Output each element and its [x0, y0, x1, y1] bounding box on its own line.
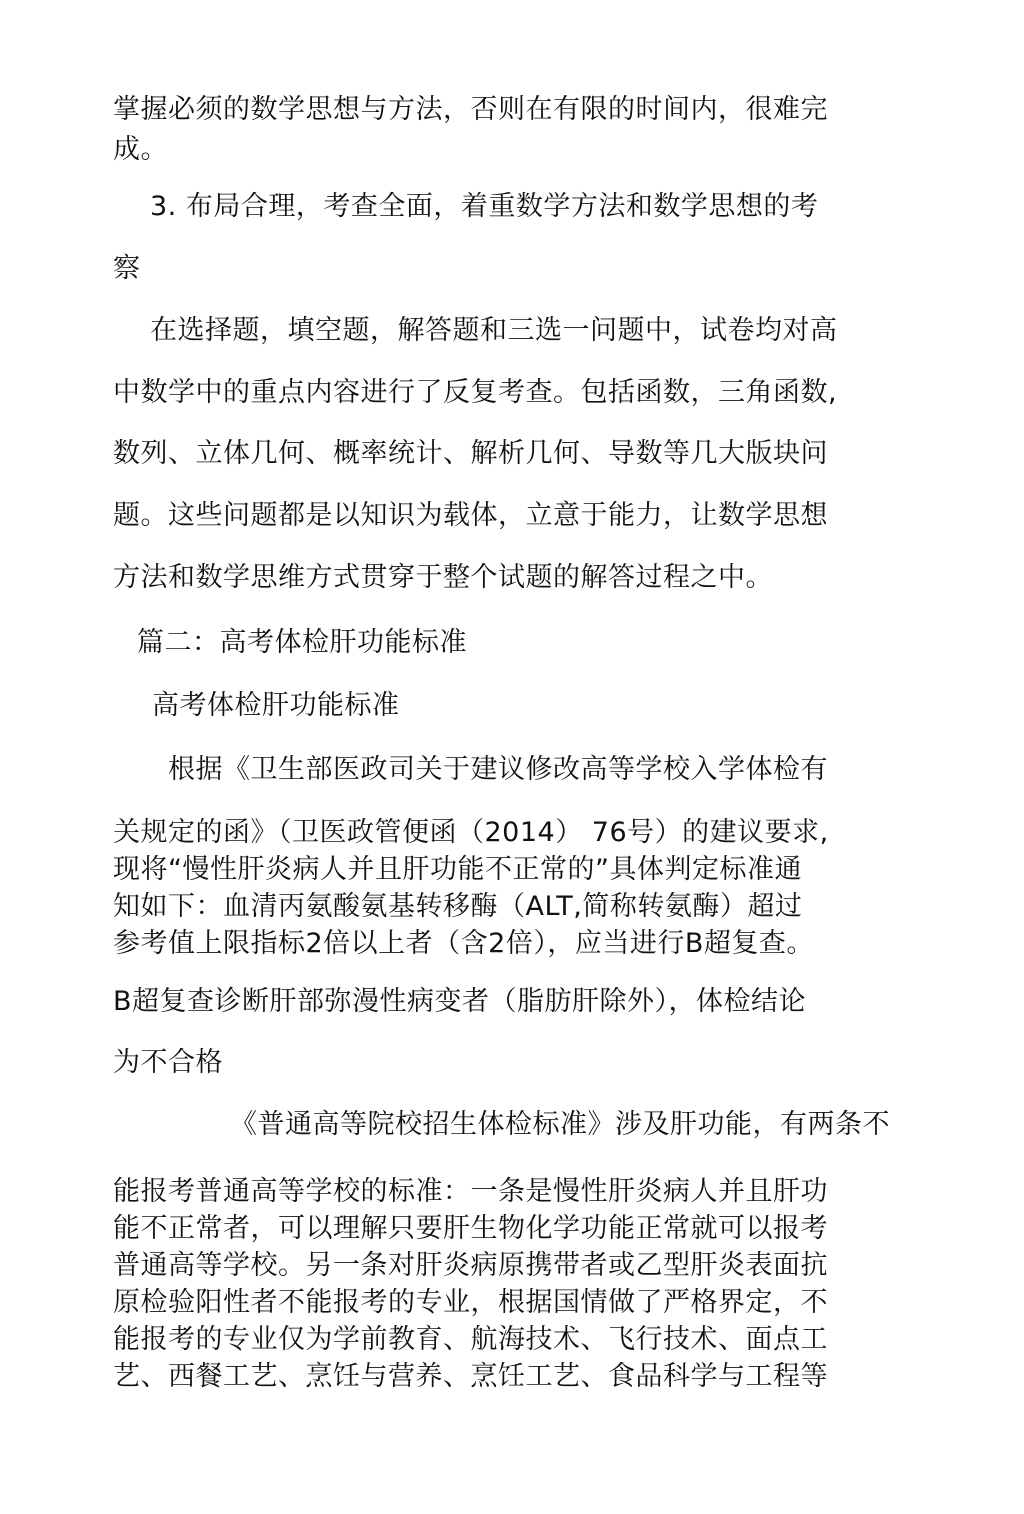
text-line: 成。: [113, 134, 168, 165]
text-line: 参考值上限指标2倍以上者（含2倍），应当进行B超复查。: [113, 928, 814, 959]
text-line: 现将“慢性肝炎病人并且肝功能不正常的”具体判定标准通: [113, 854, 802, 885]
text-line: B超复查诊断肝部弥漫性病变者（脂肪肝除外），体检结论: [113, 986, 807, 1017]
text-line: 能不正常者，可以理解只要肝生物化学功能正常就可以报考: [113, 1213, 828, 1244]
text-line: 数列、立体几何、概率统计、解析几何、导数等几大版块问: [113, 438, 828, 469]
text-line: 为不合格: [113, 1047, 223, 1078]
text-line: 在选择题，填空题，解答题和三选一问题中，试卷均对高: [150, 315, 838, 346]
text-line: 中数学中的重点内容进行了反复考查。包括函数，三角函数,: [113, 377, 838, 408]
text-line: 掌握必须的数学思想与方法，否则在有限的时间内，很难完: [113, 94, 828, 125]
text-line: 方法和数学思维方式贯穿于整个试题的解答过程之中。: [113, 562, 773, 593]
text-line: 根据《卫生部医政司关于建议修改高等学校入学体检有: [168, 754, 828, 785]
section-heading: 篇二：高考体检肝功能标准: [137, 627, 467, 658]
text-line: 艺、西餐工艺、烹饪与营养、烹饪工艺、食品科学与工程等: [113, 1361, 828, 1392]
text-line: 察: [113, 253, 141, 284]
sub-heading: 高考体检肝功能标准: [152, 690, 400, 721]
text-line: 原检验阳性者不能报考的专业，根据国情做了严格界定，不: [113, 1287, 828, 1318]
text-line: 《普通高等院校招生体检标准》涉及肝功能，有两条不: [230, 1109, 890, 1140]
text-line: 题。这些问题都是以知识为载体，立意于能力，让数学思想: [113, 500, 828, 531]
text-line: 能报考普通高等学校的标准：一条是慢性肝炎病人并且肝功: [113, 1176, 828, 1207]
text-line: 关规定的函》（卫医政管便函（2014） 76号）的建议要求,: [113, 817, 829, 848]
text-line: 知如下：血清丙氨酸氨基转移酶（ALT,简称转氨酶）超过: [113, 891, 803, 922]
text-line: 能报考的专业仅为学前教育、航海技术、飞行技术、面点工: [113, 1324, 828, 1355]
text-line: 3. 布局合理，考查全面，着重数学方法和数学思想的考: [150, 191, 819, 222]
text-line: 普通高等学校。另一条对肝炎病原携带者或乙型肝炎表面抗: [113, 1250, 828, 1281]
